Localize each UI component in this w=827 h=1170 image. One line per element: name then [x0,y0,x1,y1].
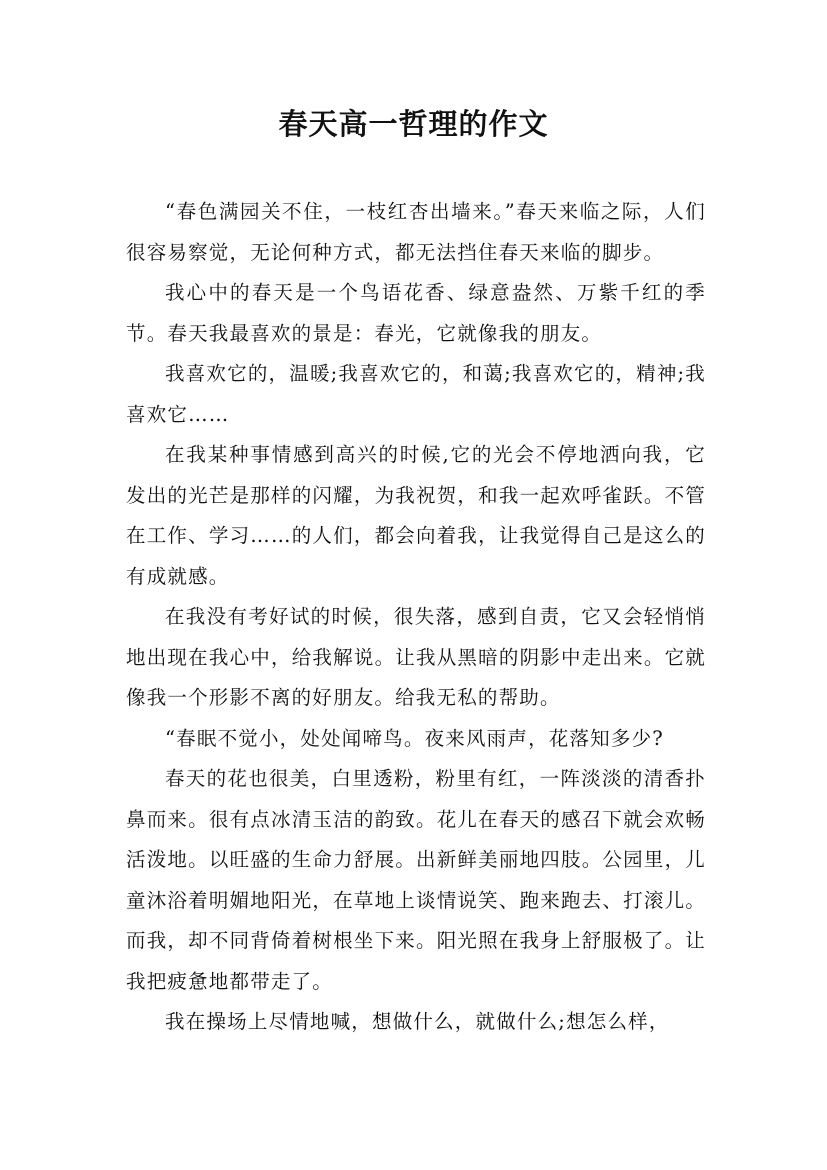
paragraph-2: 我心中的春天是一个鸟语花香、绿意盎然、万紫千红的季节。春天我最喜欢的景是：春光，它就像我的朋友。 [126,281,706,345]
paragraph-5: 在我没有考好试的时候，很失落，感到自责，它又会轻悄悄地出现在我心中，给我解说。让我从黑暗的阴影中走出来。它就像我一个形影不离的好朋友。给我无私的帮助。 [126,605,706,709]
paragraph-6: “春眠不觉小，处处闻啼鸟。夜来风雨声，花落知多少? [165,726,664,750]
paragraph-1: “春色满园关不住，一枝红杏出墙来。”春天来临之际，人们很容易察觉，无论何种方式，都无法挡住春天来临的脚步。 [126,200,706,264]
document-title: 春天高一哲理的作文 [278,107,549,141]
paragraph-7: 春天的花也很美，白里透粉，粉里有红，一阵淡淡的清香扑鼻而来。很有点冰清玉洁的韵致。花儿在春天的感召下就会欢畅活泼地。以旺盛的生命力舒展。出新鲜美丽地四肢。公园里，儿童沐浴着明媚地阳光，在草地上谈情说笑、跑来跑去、打滚儿。而我，却不同背倚着树根坐下来。阳光照在我身上舒服极了。让我把疲惫地都带走了。 [126,767,706,993]
paragraph-4: 在我某种事情感到高兴的时候,它的光会不停地洒向我，它发出的光芒是那样的闪耀，为我祝贺，和我一起欢呼雀跃。不管在工作、学习……的人们，都会向着我，让我觉得自己是这么的有成就感。 [126,443,706,588]
paragraph-8: 我在操场上尽情地喊，想做什么，就做什么;想怎么样， [165,1010,670,1033]
paragraph-3: 我喜欢它的，温暖;我喜欢它的，和蔼;我喜欢它的，精神;我喜欢它…… [126,362,706,426]
document-body [126,192,706,1043]
